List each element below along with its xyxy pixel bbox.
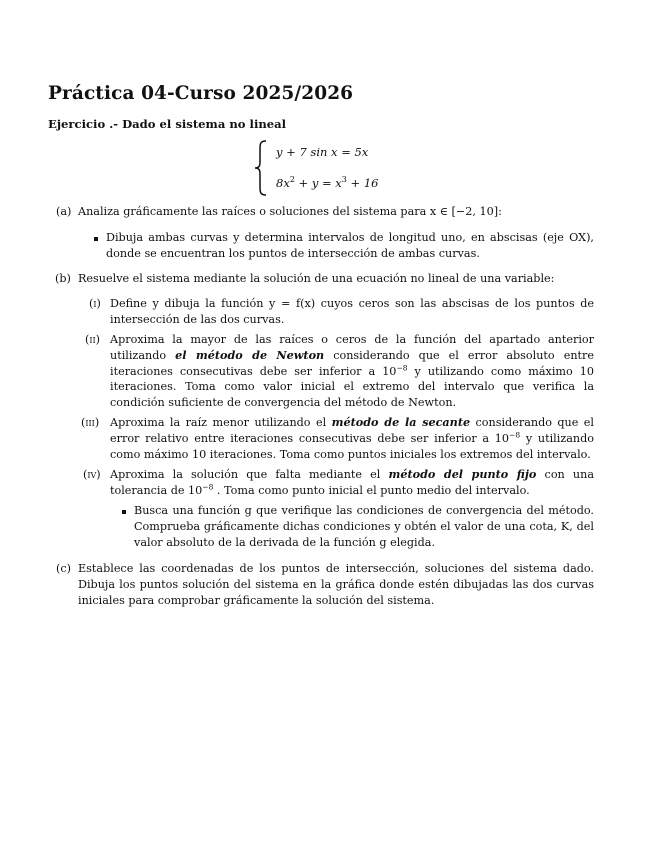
- bullet-icon: [94, 237, 98, 241]
- part-b-i-text: Define y dibuja la función y = f(x) cuyos ceros son las abscisas de los puntos de intersección de las dos curvas.: [110, 297, 594, 326]
- part-a-bullet: Dibuja ambas curvas y determina intervalos de longitud uno, en abscisas (eje OX), donde se encuentran los puntos de intersección de ambas curvas.: [106, 231, 594, 260]
- equation-system: [254, 140, 394, 196]
- left-brace-icon: [254, 140, 268, 196]
- exercise-heading: Ejercicio .- Dado el sistema no lineal: [48, 117, 287, 131]
- part-b-iii-text: Aproxima la raíz menor utilizando el método de la secante considerando que el error relativo entre iteraciones consecutivas debe ser inferior a $10^{-8}$ y utilizando como máximo 10 iteraciones. Toma como puntos iniciales los extremos del intervalo.: [110, 415, 594, 461]
- equation-2: $8x^2 + y = x^3 + 16$: [276, 175, 379, 190]
- newton-method-term: el método de Newton: [175, 347, 325, 362]
- equation-1: y + 7 sin x = 5x: [276, 145, 369, 159]
- part-b-label: (b): [55, 272, 71, 285]
- part-c-text: Establece las coordenadas de los puntos de intersección, soluciones del sistema dado. Dibuja los puntos solución del sistema en la gráfica donde estén dibujadas las dos curvas iniciales para comprobar gráficamente la solución del sistema.: [78, 562, 594, 607]
- part-b-i-label: (i): [89, 297, 101, 310]
- part-a-text: Analiza gráficamente las raíces o soluciones del sistema para x ∈ [−2, 10]:: [78, 205, 502, 218]
- secant-method-term: método de la secante: [331, 415, 471, 429]
- part-b-iii-label: (iii): [81, 416, 100, 429]
- part-b-iv-bullet: Busca una función g que verifique las condiciones de convergencia del método. Comprueba gráficamente dichas condiciones y obtén el valor de una cota, K, del valor absoluto de la derivada de la función g elegida.: [134, 504, 594, 549]
- part-b-iv-label: (iv): [83, 468, 101, 481]
- part-c-label: (c): [56, 562, 71, 575]
- part-b-ii-label: (ii): [85, 333, 101, 346]
- part-a-label: (a): [56, 205, 72, 218]
- part-b-ii-text: Aproxima la mayor de las raíces o ceros de la función del apartado anterior utilizando el método de Newton considerando que el error absoluto entre iteraciones consecutivas debe ser inferior a $10^{-8}$ y utilizando como máximo 10 iteraciones. Toma como valor inicial el extremo del intervalo que verifica la condición suficiente de convergencia del método de Newton.: [110, 333, 595, 410]
- bullet-icon: [122, 510, 126, 514]
- part-b-text: Resuelve el sistema mediante la solución de una ecuación no lineal de una variable:: [78, 272, 555, 285]
- part-b-iv-text: Aproxima la solución que falta mediante el método del punto fijo con una tolerancia de $10^{-8}$ . Toma como punto inicial el punto medio del intervalo.: [110, 467, 594, 497]
- page-title: Práctica 04-Curso 2025/2026: [48, 83, 354, 104]
- fixed-point-method-term: método del punto fijo: [388, 467, 537, 481]
